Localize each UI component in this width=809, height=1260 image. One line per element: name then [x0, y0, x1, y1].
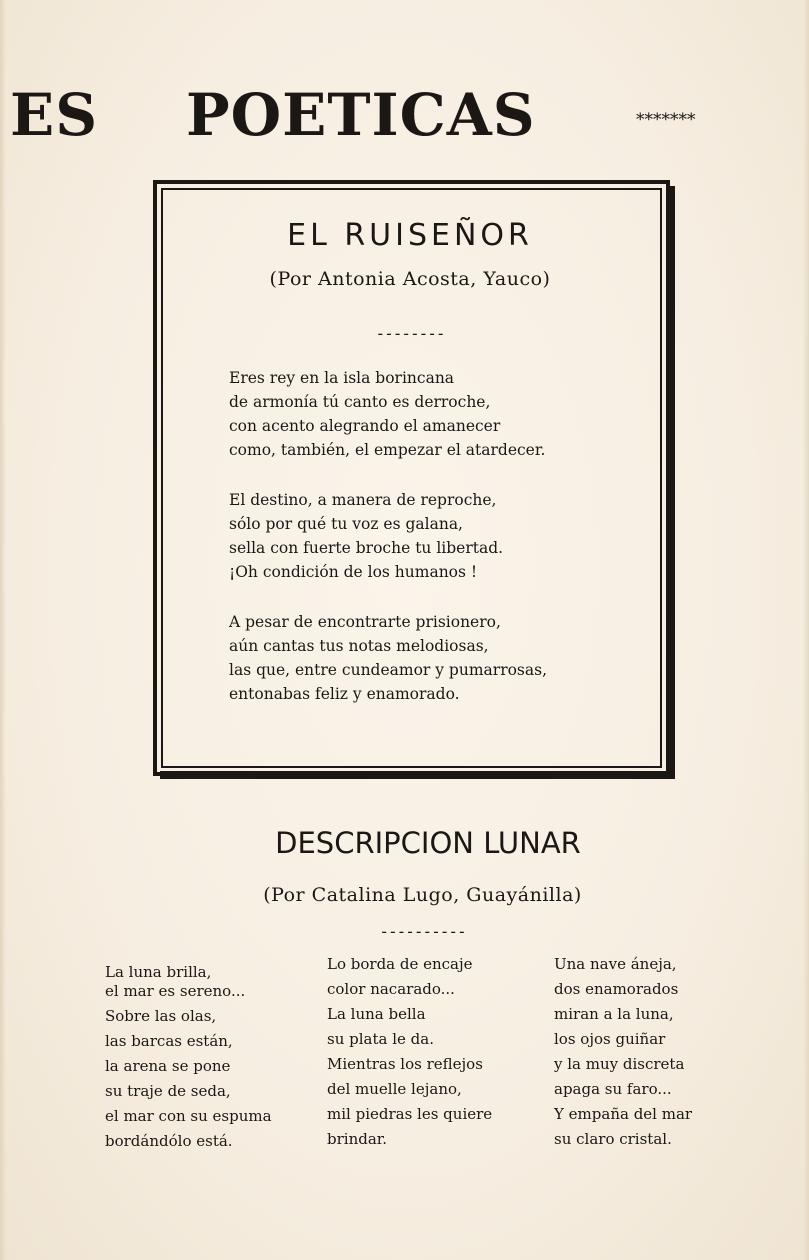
- poem-line: bordándólo está.: [105, 1132, 233, 1150]
- poem2-column-2: [327, 952, 492, 1152]
- poem-line: aún cantas tus notas melodiosas,: [229, 637, 489, 655]
- poem-line: La luna brilla,: [105, 963, 212, 981]
- poem-line: su claro cristal.: [554, 1130, 672, 1148]
- poem-line: apaga su faro...: [554, 1080, 672, 1098]
- poem2-column-3: [554, 952, 692, 1152]
- poem-line: brindar.: [327, 1130, 388, 1148]
- poem-line: la arena se pone: [105, 1057, 231, 1075]
- poem2-column-1: [105, 960, 272, 1154]
- poem1-stanza: [229, 610, 649, 706]
- poem-line: ¡Oh condición de los humanos !: [229, 563, 478, 581]
- poem-line: su plata le da.: [327, 1030, 434, 1048]
- poem2-separator: ----------: [379, 922, 466, 941]
- header-title: POETICAS: [186, 81, 536, 149]
- poem-line: su traje de seda,: [105, 1082, 231, 1100]
- poem1-title: EL RUISEÑOR: [287, 218, 533, 253]
- page-edge-right: [803, 0, 809, 1260]
- poem-line: Lo borda de encaje: [327, 955, 473, 973]
- poem-line: de armonía tú canto es derroche,: [229, 393, 491, 411]
- poem2-title: DESCRIPCION LUNAR: [275, 826, 581, 860]
- poem-line: La luna bella: [327, 1005, 426, 1023]
- poem1-stanza: [229, 488, 649, 584]
- poem-line: el mar es sereno...: [105, 982, 246, 1000]
- poem-line: del muelle lejano,: [327, 1080, 462, 1098]
- poem-line: como, también, el empezar el atardecer.: [229, 441, 546, 459]
- page-edge-left: [0, 0, 6, 1260]
- poem-line: las que, entre cundeamor y pumarrosas,: [229, 661, 548, 679]
- poem1-body: [229, 366, 649, 732]
- poem1-stanza: [229, 366, 649, 462]
- poem-line: con acento alegrando el amanecer: [229, 417, 501, 435]
- poem-line: mil piedras les quiere: [327, 1105, 493, 1123]
- poem-line: Eres rey en la isla borincana: [229, 369, 455, 387]
- poem-line: las barcas están,: [105, 1032, 233, 1050]
- poem-line: el mar con su espuma: [105, 1107, 272, 1125]
- poem-line: Y empaña del mar: [554, 1105, 693, 1123]
- poem1-author: (Por Antonia Acosta, Yauco): [269, 268, 551, 290]
- poem-line: sólo por qué tu voz es galana,: [229, 515, 463, 533]
- poem-line: color nacarado...: [327, 980, 455, 998]
- poem-line: sella con fuerte broche tu libertad.: [229, 539, 504, 557]
- poem-line: Una nave áneja,: [554, 955, 677, 973]
- poem1-separator: --------: [375, 324, 445, 343]
- header-title-fragment: ES: [10, 81, 99, 149]
- poem-line: Sobre las olas,: [105, 1007, 217, 1025]
- poem-line: y la muy discreta: [554, 1055, 685, 1073]
- poem-line: dos enamorados: [554, 980, 679, 998]
- header-stars-ornament: *******: [636, 110, 696, 130]
- poem-line: los ojos guiñar: [554, 1030, 666, 1048]
- poem-line: miran a la luna,: [554, 1005, 674, 1023]
- poem-line: Mientras los reflejos: [327, 1055, 483, 1073]
- poem2-author: (Por Catalina Lugo, Guayánilla): [263, 884, 582, 906]
- poem-line: A pesar de encontrarte prisionero,: [229, 613, 501, 631]
- poem-line: El destino, a manera de reproche,: [229, 491, 497, 509]
- poem-line: entonabas feliz y enamorado.: [229, 685, 460, 703]
